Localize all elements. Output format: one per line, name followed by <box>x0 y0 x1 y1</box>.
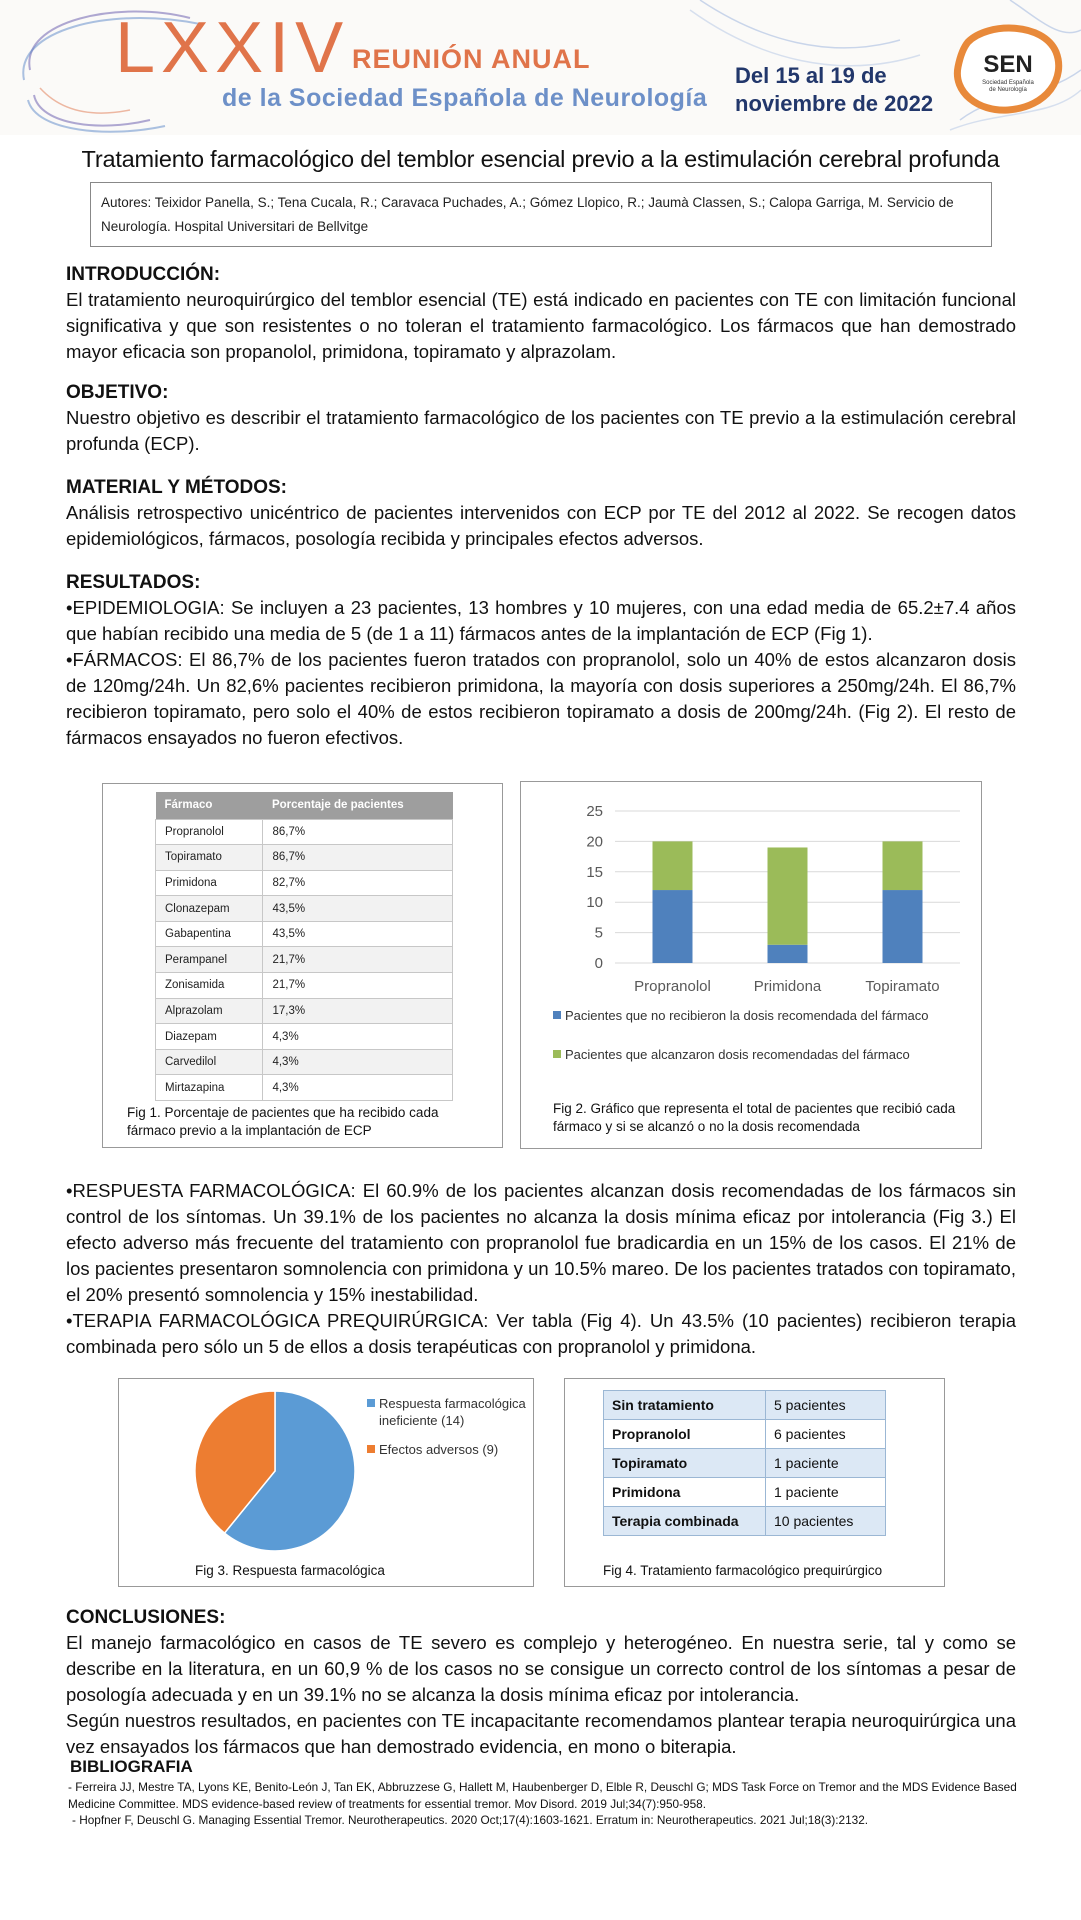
intro-section <box>66 262 1016 365</box>
metodos-heading: MATERIAL Y MÉTODOS: <box>66 477 287 498</box>
table-row <box>156 998 453 1024</box>
drug-name: Gabapentina <box>156 921 263 947</box>
fig1-caption: Fig 1. Porcentaje de pacientes que ha recibido cada fármaco previo a la implantación de ECP <box>127 1105 439 1138</box>
therapy-count: 10 pacientes <box>766 1507 886 1536</box>
drug-name: Primidona <box>156 870 263 896</box>
therapy-name: Primidona <box>604 1478 766 1507</box>
table-row <box>156 819 453 845</box>
fig1-table <box>155 792 453 1101</box>
table-row <box>156 1075 453 1101</box>
y-tick-label: 10 <box>586 894 603 912</box>
fig2-caption: Fig 2. Gráfico que representa el total de pacientes que recibió cada fármaco y si se alcanzó o no la dosis recomendada <box>553 1101 956 1134</box>
drug-name: Clonazepam <box>156 896 263 922</box>
therapy-count: 6 pacientes <box>766 1420 886 1449</box>
conclusiones-section <box>66 1605 1016 1760</box>
resultados-epidemiologia: •EPIDEMIOLOGIA: Se incluyen a 23 pacientes, 13 hombres y 10 mujeres, con una edad media de 65.2±7.4 años que habían recibido una media de 5 (de 1 a 11) fármacos antes de la implantación de ECP (Fig 1). <box>66 597 1016 644</box>
legend-label: Efectos adversos (9) <box>379 1442 499 1457</box>
drug-percent: 86,7% <box>263 819 453 845</box>
sen-logo-text: SEN <box>983 51 1033 78</box>
objetivo-text: Nuestro objetivo es describir el tratamiento farmacológico de los pacientes con TE previo a la estimulación cerebral profunda (ECP). <box>66 407 1016 454</box>
bar-segment-no-dosis <box>653 890 693 963</box>
bibliografia-list <box>68 1779 1028 1829</box>
bar-segment-no-dosis <box>768 945 808 963</box>
y-tick-label: 0 <box>594 955 603 972</box>
drug-percent: 4,3% <box>263 1024 453 1050</box>
therapy-name: Topiramato <box>604 1449 766 1478</box>
resultados-respuesta: •RESPUESTA FARMACOLÓGICA: El 60.9% de los pacientes alcanzan dosis recomendadas de los fármacos sin control de los síntomas. Un 39.1% de los pacientes no alcanza la dosis mínima eficaz por intolerancia (Fig 3.) El efecto adverso más frecuente del tratamiento con propranolol fue bradicardia en un 15% de los casos. El 21% de los pacientes presentaron somnolencia con primidona y un 10.5% mareo. De los pacientes tratados con topiramato, el 20% presentó somnolencia y 15% inestabilidad. <box>66 1180 1016 1305</box>
society-name: de la Sociedad Española de Neurología <box>222 84 708 112</box>
drug-name: Topiramato <box>156 845 263 871</box>
fig4-table <box>603 1390 886 1536</box>
authors-box: Autores: Teixidor Panella, S.; Tena Cucala, R.; Caravaca Puchades, A.; Gómez Llopico, R.; Jaumà Classen, S.; Calopa Garriga, M. Servicio de Neurología. Hospital Universitari de Bellvitge <box>90 182 992 247</box>
fig1-col-farmaco: Fármaco <box>156 792 263 819</box>
y-tick-label: 5 <box>594 924 603 942</box>
edition-number: LXXIV <box>115 8 350 88</box>
resultados-terapia: •TERAPIA FARMACOLÓGICA PREQUIRÚRGICA: Ver tabla (Fig 4). Un 43.5% (10 pacientes) recibieron terapia combinada pero sólo un 5 de ellos a dosis terapéuticas con propranolol y primidona. <box>66 1310 1016 1357</box>
drug-name: Alprazolam <box>156 998 263 1024</box>
table-row <box>156 845 453 871</box>
legend-label: Pacientes que alcanzaron dosis recomendadas del fármaco <box>565 1047 910 1062</box>
bibliografia-heading: BIBLIOGRAFIA <box>70 1757 193 1776</box>
table-row <box>604 1507 886 1536</box>
table-row <box>156 896 453 922</box>
resultados-section-2 <box>66 1178 1016 1360</box>
intro-heading: INTRODUCCIÓN: <box>66 264 221 285</box>
resultados-section <box>66 570 1016 751</box>
legend-swatch-green <box>553 1050 561 1058</box>
fig3-legend-item-2 <box>367 1441 532 1458</box>
bar-segment-dosis <box>653 841 693 890</box>
y-tick-label: 15 <box>586 863 603 881</box>
fig3-caption: Fig 3. Respuesta farmacológica <box>195 1563 385 1578</box>
event-dates <box>735 62 935 118</box>
therapy-name: Terapia combinada <box>604 1507 766 1536</box>
drug-name: Mirtazapina <box>156 1075 263 1101</box>
conclusiones-heading: CONCLUSIONES: <box>66 1607 226 1628</box>
table-row <box>604 1420 886 1449</box>
bar-segment-dosis <box>768 847 808 944</box>
sen-logo-subtext-2: de Neurología <box>989 87 1027 93</box>
objetivo-section <box>66 380 1016 457</box>
drug-name: Carvedilol <box>156 1049 263 1075</box>
drug-name: Zonisamida <box>156 973 263 999</box>
legend-label: Pacientes que no recibieron la dosis recomendada del fármaco <box>565 1008 929 1023</box>
drug-percent: 43,5% <box>263 896 453 922</box>
legend-swatch-blue <box>367 1399 375 1407</box>
table-row <box>156 947 453 973</box>
x-tick-label: Primidona <box>753 978 822 995</box>
bar-segment-dosis <box>883 841 923 890</box>
x-tick-label: Propranolol <box>634 978 711 995</box>
table-row <box>604 1391 886 1420</box>
therapy-name: Sin tratamiento <box>604 1391 766 1420</box>
fig3-pie-chart <box>190 1386 360 1556</box>
y-tick-label: 20 <box>586 833 603 851</box>
dates-line-2: noviembre de 2022 <box>735 91 934 116</box>
table-row <box>156 921 453 947</box>
legend-label: Respuesta farmacológica ineficiente (14) <box>379 1396 526 1428</box>
fig3-legend-item-1 <box>367 1395 532 1429</box>
table-row <box>156 1024 453 1050</box>
dates-line-1: Del 15 al 19 de <box>735 63 887 88</box>
resultados-farmacos: •FÁRMACOS: El 86,7% de los pacientes fueron tratados con propranolol, solo un 40% de estos alcanzaron dosis de 120mg/24h. Un 82,6% pacientes recibieron primidona, la mayoría con dosis superiores a 250mg/24h. El 86,7% recibieron topiramato, pero solo el 40% de estos recibieron topiramato a dosis de 200mg/24h. (Fig 2). El resto de fármacos ensayados no fueron efectivos. <box>66 649 1016 748</box>
therapy-name: Propranolol <box>604 1420 766 1449</box>
table-row <box>156 1049 453 1075</box>
table-row <box>156 870 453 896</box>
legend-swatch-blue <box>553 1011 561 1019</box>
drug-percent: 86,7% <box>263 845 453 871</box>
poster-title: Tratamiento farmacológico del temblor esencial previo a la estimulación cerebral profunda <box>81 146 1000 172</box>
header-banner <box>0 0 1081 135</box>
table-row <box>604 1478 886 1507</box>
y-tick-label: 25 <box>586 803 603 820</box>
drug-percent: 43,5% <box>263 921 453 947</box>
intro-text: El tratamiento neuroquirúrgico del temblor esencial (TE) está indicado en pacientes con TE con limitación funcional significativa y que son resistentes o no toleran el tratamiento farmacológico. Los fármacos que han demostrado mayor eficacia son propanolol, primidona, topiramato y alprazolam. <box>66 289 1016 362</box>
therapy-count: 1 paciente <box>766 1478 886 1507</box>
fig2-bar-chart <box>520 781 982 1001</box>
fig1-header-row <box>156 792 453 819</box>
drug-name: Perampanel <box>156 947 263 973</box>
drug-name: Diazepam <box>156 1024 263 1050</box>
event-name: REUNIÓN ANUAL <box>352 44 591 74</box>
legend-swatch-orange <box>367 1445 375 1453</box>
conclusiones-text-1: El manejo farmacológico en casos de TE severo es complejo y heterogéneo. En nuestra serie, tal y como se describe en la literatura, en un 60,9 % de los casos no se consigue un correcto control de los síntomas a pesar de posología adecuada y en un 39.1% no se alcanza la dosis mínima eficaz por intolerancia. <box>66 1632 1016 1705</box>
drug-percent: 21,7% <box>263 973 453 999</box>
therapy-count: 1 paciente <box>766 1449 886 1478</box>
fig2-legend-item-2 <box>553 1046 963 1063</box>
therapy-count: 5 pacientes <box>766 1391 886 1420</box>
drug-percent: 21,7% <box>263 947 453 973</box>
drug-percent: 82,7% <box>263 870 453 896</box>
objetivo-heading: OBJETIVO: <box>66 382 169 403</box>
reference-1: - Ferreira JJ, Mestre TA, Lyons KE, Benito-León J, Tan EK, Abbruzzese G, Hallett M, Haubenberger D, Elble R, Deuschl G; MDS Task Force on Tremor and the MDS Evidence Based Medicine Committee. MDS evidence-based review of treatments for essential tremor. Mov Disord. 2019 Jul;34(7):950-958. <box>68 1780 1017 1811</box>
resultados-heading: RESULTADOS: <box>66 572 201 593</box>
table-row <box>604 1449 886 1478</box>
drug-percent: 17,3% <box>263 998 453 1024</box>
fig4-caption: Fig 4. Tratamiento farmacológico prequirúrgico <box>603 1563 883 1578</box>
x-tick-label: Topiramato <box>865 978 940 995</box>
fig2-legend-item-1 <box>553 1007 963 1024</box>
sen-logo-subtext-1: Sociedad Española <box>982 80 1034 86</box>
metodos-text: Análisis retrospectivo unicéntrico de pacientes intervenidos con ECP por TE del 2012 al 2022. Se recogen datos epidemiológicos, fármacos, posología recibida y principales efectos adversos. <box>66 502 1016 549</box>
reference-2: - Hopfner F, Deuschl G. Managing Essential Tremor. Neurotherapeutics. 2020 Oct;17(4):1603-1621. Erratum in: Neurotherapeutics. 2021 Jul;18(3):2132. <box>72 1813 869 1827</box>
metodos-section <box>66 475 1016 552</box>
conclusiones-text-2: Según nuestros resultados, en pacientes con TE incapacitante recomendamos plantear terapia neuroquirúrgica una vez ensayados los fármacos que han demostrado evidencia, en mono o biterapia. <box>66 1710 1016 1757</box>
sen-logo <box>948 22 1066 120</box>
table-row <box>156 973 453 999</box>
bar-segment-no-dosis <box>883 890 923 963</box>
drug-percent: 4,3% <box>263 1075 453 1101</box>
drug-percent: 4,3% <box>263 1049 453 1075</box>
fig1-col-porcentaje: Porcentaje de pacientes <box>263 792 453 819</box>
drug-name: Propranolol <box>156 819 263 845</box>
